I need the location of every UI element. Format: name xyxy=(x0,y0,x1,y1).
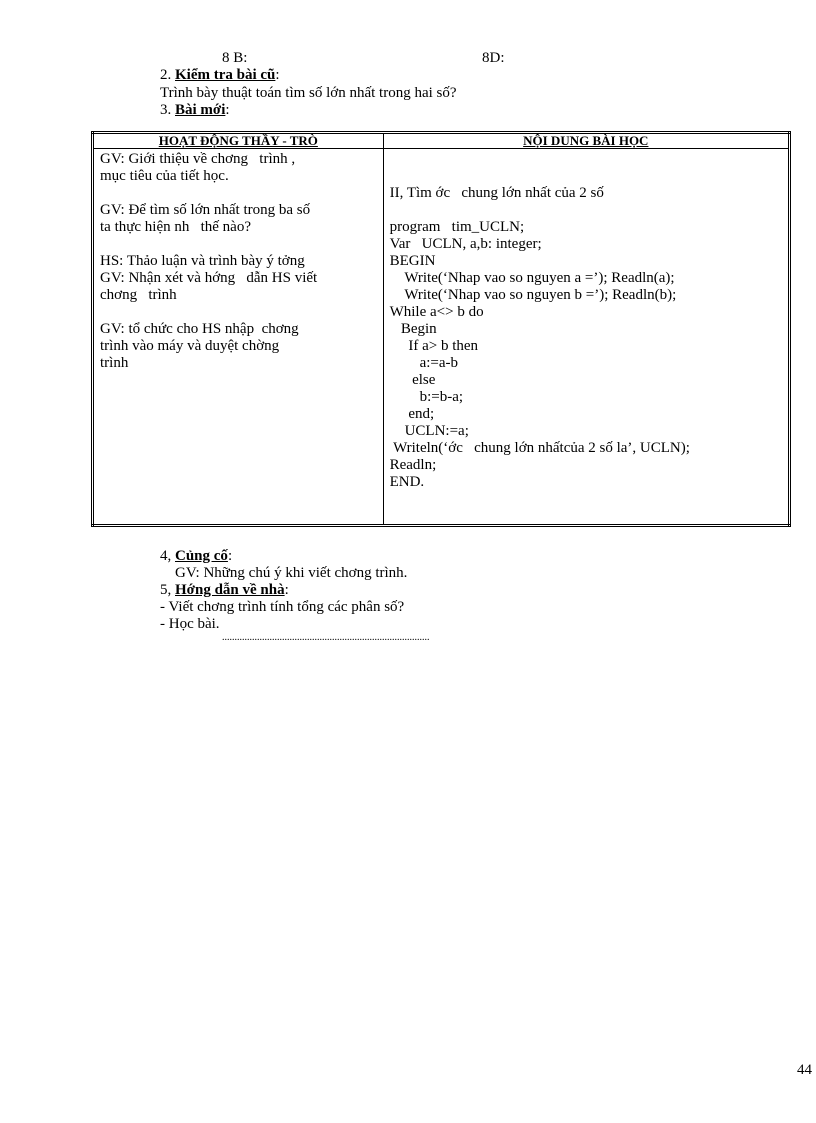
activity-line: mục tiêu của tiết học. xyxy=(100,168,229,184)
content-line: Writeln(‘ớc chung lớn nhấtcủa 2 số la’, UCLN); xyxy=(389,440,690,456)
activity-line: trình xyxy=(100,355,129,371)
section-5-title: Hớng dẫn về nhà xyxy=(175,582,285,598)
content-line: UCLN:=a; xyxy=(389,423,469,439)
content-line: II, Tìm ớc chung lớn nhất của 2 số xyxy=(389,185,604,201)
content-line: else xyxy=(389,372,436,388)
section-2-title: Kiểm tra bài cũ xyxy=(175,67,276,83)
activity-line: GV: Nhận xét và hớng dẫn HS viết xyxy=(100,270,318,286)
section-3-colon: : xyxy=(225,102,230,118)
section-4-number: 4, xyxy=(160,548,172,564)
dotted-separator: ................................................................................... xyxy=(222,632,430,643)
section-3-number: 3. xyxy=(160,102,172,118)
content-line: end; xyxy=(389,406,435,422)
lesson-table-body-row xyxy=(93,149,790,526)
activity-line: ta thực hiện nh thế nào? xyxy=(100,219,251,235)
section-4-colon: : xyxy=(227,548,233,564)
content-cell xyxy=(383,149,789,526)
class-8d-label: 8D: xyxy=(482,50,505,66)
header-teacher-student-activity: HOẠT ĐỘNG THẦY - TRÒ xyxy=(93,133,384,149)
activity-line: GV: Giới thiệu về chơng trình , xyxy=(100,151,296,167)
lesson-table xyxy=(91,131,791,527)
section-3-title: Bài mới xyxy=(175,102,226,118)
activity-line: GV: tổ chức cho HS nhập chơng xyxy=(100,321,299,337)
content-line xyxy=(390,151,782,168)
content-line: Readln; xyxy=(389,457,437,473)
content-line: END. xyxy=(389,474,425,490)
content-line: b:=b-a; xyxy=(389,389,464,405)
section-2-number: 2. xyxy=(160,67,172,83)
content-line: While a<> b do xyxy=(389,304,484,320)
activity-line xyxy=(100,236,377,253)
activity-text xyxy=(94,149,383,374)
section-2-colon: : xyxy=(275,67,280,83)
activity-line xyxy=(100,185,377,202)
section-5-colon: : xyxy=(284,582,289,598)
content-line: Write(‘Nhap vao so nguyen b =’); Readln(b); xyxy=(389,287,677,303)
section-3-heading xyxy=(160,102,230,119)
content-line xyxy=(390,202,782,219)
section-5-number: 5, xyxy=(160,582,172,598)
activity-line: HS: Thảo luận và trình bày ý tởng xyxy=(100,253,305,269)
activity-cell xyxy=(93,149,384,526)
section-4-title: Củng cố xyxy=(175,548,228,564)
activity-line: trình vào máy và duyệt chờng xyxy=(100,338,280,354)
content-line: If a> b then xyxy=(389,338,479,354)
content-line: Begin xyxy=(389,321,437,337)
section-4-line: GV: Những chú ý khi viết chơng trình. xyxy=(175,565,408,581)
section-5-line-1: - Viết chơng trình tính tổng các phân số? xyxy=(160,599,405,615)
section-2-question: Trình bày thuật toán tìm số lớn nhất trong hai số? xyxy=(160,85,457,101)
activity-line: chơng trình xyxy=(100,287,177,303)
content-line: BEGIN xyxy=(389,253,436,269)
content-program-text xyxy=(384,149,788,493)
activity-line xyxy=(100,304,377,321)
activity-line: GV: Để tìm số lớn nhất trong ba số xyxy=(100,202,311,218)
section-5-line-2: - Học bài. xyxy=(160,616,220,632)
content-line: program tim_UCLN; xyxy=(389,219,525,235)
class-8b-label: 8 B: xyxy=(222,50,248,66)
section-4-heading xyxy=(160,548,232,565)
page-number: 44 xyxy=(797,1062,812,1078)
header-lesson-content: NỘI DUNG BÀI HỌC xyxy=(383,133,789,149)
lesson-table-header-row xyxy=(93,133,790,149)
content-line: a:=a-b xyxy=(389,355,459,371)
content-line: Write(‘Nhap vao so nguyen a =’); Readln(a); xyxy=(389,270,675,286)
content-line xyxy=(390,168,782,185)
section-2-heading xyxy=(160,67,280,84)
content-line: Var UCLN, a,b: integer; xyxy=(389,236,542,252)
section-5-heading xyxy=(160,582,289,599)
